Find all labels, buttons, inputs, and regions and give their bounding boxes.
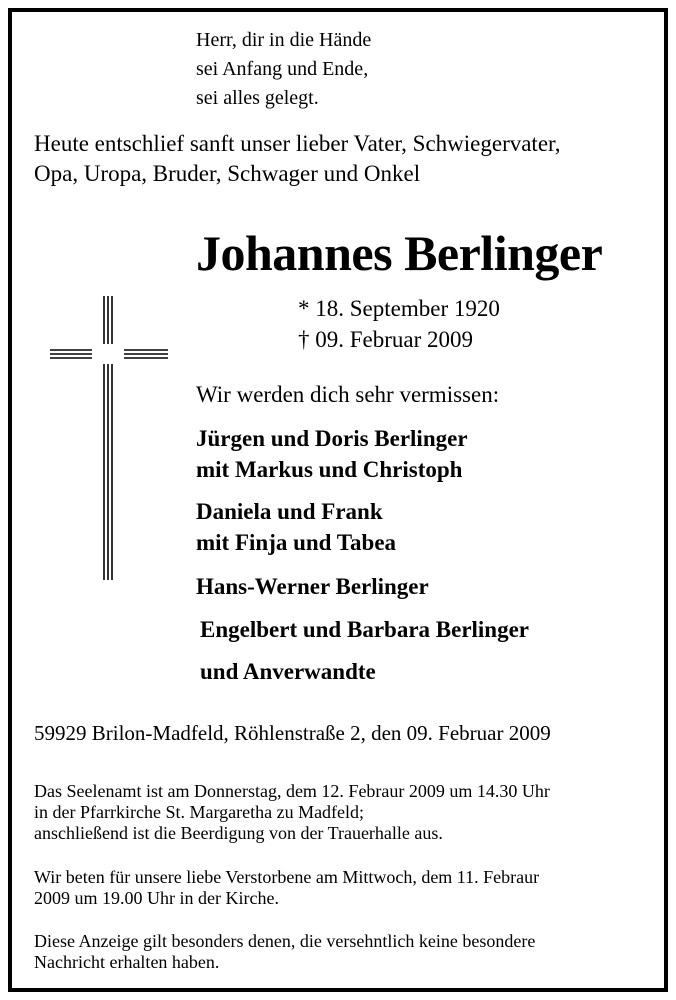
mourning-line: Wir werden dich sehr vermissen: (196, 382, 500, 407)
notice-line-6: Diese Anzeige gilt besonders denen, die versehntlich keine besondere (34, 931, 536, 951)
deceased-name: Johannes Berlinger (196, 225, 603, 281)
death-date: † 09. Februar 2009 (298, 327, 474, 352)
verse-line-2: sei Anfang und Ende, (196, 58, 369, 80)
intro-line-2: Opa, Uropa, Bruder, Schwager und Onkel (34, 161, 421, 186)
family-line-3: Daniela und Frank (196, 499, 383, 524)
family-line-1: Jürgen und Doris Berlinger (196, 426, 468, 451)
obituary-notice (8, 8, 668, 992)
notice-line-7: Nachricht erhalten haben. (34, 952, 220, 972)
verse-line-1: Herr, dir in die Hände (196, 29, 372, 51)
notice-line-4: Wir beten für unsere liebe Verstorbene am Mittwoch, dem 11. Febraur (34, 867, 540, 887)
verse-line-3: sei alles gelegt. (196, 87, 319, 109)
family-line-7: und Anverwandte (200, 659, 376, 684)
notice-line-3: anschließend ist die Beerdigung von der Trauerhalle aus. (34, 823, 443, 843)
family-line-5: Hans-Werner Berlinger (196, 574, 429, 599)
family-line-4: mit Finja und Tabea (196, 530, 397, 555)
birth-date: * 18. September 1920 (298, 296, 500, 321)
intro-line-1: Heute entschlief sanft unser lieber Vater, Schwiegervater, (34, 131, 561, 156)
notice-line-2: in der Pfarrkirche St. Margaretha zu Madfeld; (34, 802, 365, 822)
cross-icon (44, 292, 172, 582)
family-line-2: mit Markus und Christoph (196, 457, 463, 482)
place-and-date: 59929 Brilon-Madfeld, Röhlenstraße 2, den 09. Februar 2009 (34, 721, 551, 745)
notice-line-5: 2009 um 19.00 Uhr in der Kirche. (34, 888, 279, 908)
family-line-6: Engelbert und Barbara Berlinger (200, 617, 530, 642)
notice-line-1: Das Seelenamt ist am Donnerstag, dem 12. Febraur 2009 um 14.30 Uhr (34, 781, 550, 801)
